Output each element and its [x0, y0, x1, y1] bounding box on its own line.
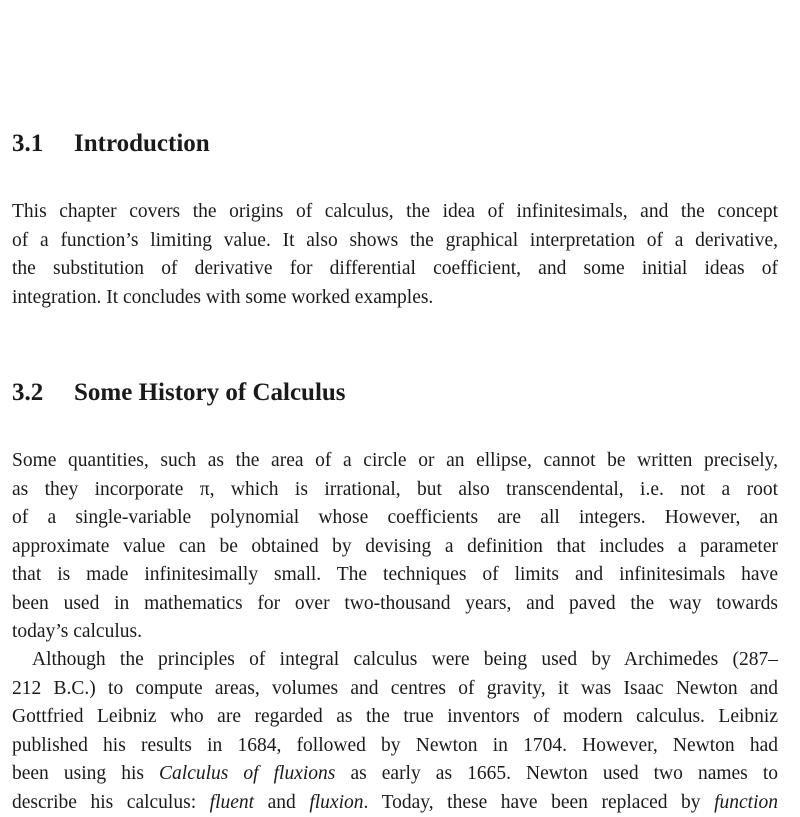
text-run: been using his	[12, 763, 159, 784]
text-line: of a single-variable polynomial whose coefficients are all integers. However, an	[12, 504, 778, 533]
text-line	[12, 760, 778, 789]
text-run: and	[254, 792, 309, 813]
text-line: Some quantities, such as the area of a circle or an ellipse, cannot be written precisely,	[12, 447, 778, 476]
text-line: Gottfried Leibniz who are regarded as the true inventors of modern calculus. Leibniz	[12, 703, 778, 732]
text-line: Although the principles of integral calculus were being used by Archimedes (287–	[12, 646, 778, 675]
text-line: integration. It concludes with some worked examples.	[12, 284, 778, 313]
text-line: approximate value can be obtained by devising a definition that includes a parameter	[12, 533, 778, 562]
text-line: 212 B.C.) to compute areas, volumes and centres of gravity, it was Isaac Newton and	[12, 675, 778, 704]
text-line: today’s calculus.	[12, 618, 778, 647]
section-heading-introduction	[12, 129, 210, 159]
text-line: of a function’s limiting value. It also shows the graphical interpretation of a derivative,	[12, 227, 778, 256]
text-run: describe his calculus:	[12, 792, 210, 813]
italic-term: fluxion	[309, 792, 363, 813]
text-line	[12, 789, 778, 817]
italic-term: function	[714, 792, 778, 813]
history-paragraph-1	[12, 447, 778, 647]
history-paragraph-2	[12, 646, 778, 817]
text-line: published his results in 1684, followed by Newton in 1704. However, Newton had	[12, 732, 778, 761]
text-line: as they incorporate π, which is irrational, but also transcendental, i.e. not a root	[12, 476, 778, 505]
text-run: . Today, these have been replaced by	[364, 792, 715, 813]
section-number: 3.1	[12, 129, 74, 159]
introduction-paragraph	[12, 198, 778, 312]
text-line: that is made infinitesimally small. The techniques of limits and infinitesimals have	[12, 561, 778, 590]
section-number: 3.2	[12, 378, 74, 408]
text-line: the substitution of derivative for differential coefficient, and some initial ideas of	[12, 255, 778, 284]
text-line: This chapter covers the origins of calculus, the idea of infinitesimals, and the concept	[12, 198, 778, 227]
text-line: been used in mathematics for over two-thousand years, and paved the way towards	[12, 590, 778, 619]
text-run: as early as 1665. Newton used two names to	[335, 763, 778, 784]
section-title: Some History of Calculus	[74, 379, 346, 406]
section-heading-history	[12, 378, 346, 408]
italic-term: fluent	[210, 792, 254, 813]
section-title: Introduction	[74, 130, 210, 157]
italic-title: Calculus of fluxions	[159, 763, 335, 784]
